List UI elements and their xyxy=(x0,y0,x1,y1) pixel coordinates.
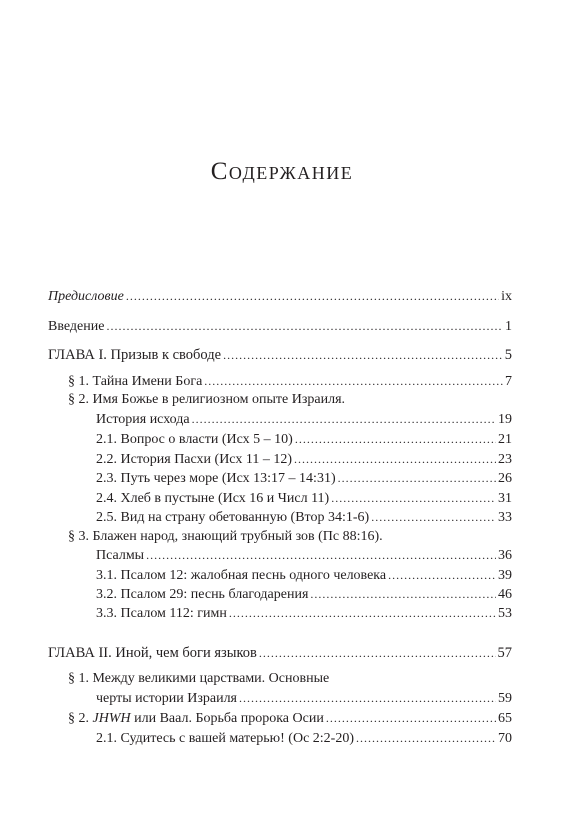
leader-dots xyxy=(326,709,496,727)
toc-label: 2.4. Хлеб в пустыне (Исх 16 и Числ 11) xyxy=(96,491,330,506)
leader-dots xyxy=(239,689,496,707)
toc-page-number: 5 xyxy=(504,347,512,363)
toc-label: 2.1. Вопрос о власти (Исх 5 – 10) xyxy=(96,432,293,447)
toc-label: 2.2. История Пасхи (Исх 11 – 12) xyxy=(96,452,292,467)
leader-dots xyxy=(146,546,496,564)
toc-entry-section-1-3-3[interactable] xyxy=(96,604,512,623)
leader-dots xyxy=(223,346,503,364)
toc-label: Предисловие xyxy=(48,289,124,304)
toc-page-number: 53 xyxy=(498,606,512,621)
toc-page-number: 33 xyxy=(498,510,512,525)
toc-entry-section-1-2-5[interactable] xyxy=(96,508,512,527)
toc-entry-preface[interactable] xyxy=(48,287,512,306)
toc-label: 2.5. Вид на страну обетованную (Втор 34:1-6) xyxy=(96,510,370,525)
toc-label: черты истории Израиля xyxy=(96,691,237,706)
toc-page-number: 23 xyxy=(498,452,512,467)
toc-page-number: 21 xyxy=(498,432,512,447)
toc-entry-section-1-2-line1[interactable]: § 2. Имя Божье в религиозном опыте Израиля. xyxy=(68,392,346,407)
leader-dots xyxy=(126,287,499,305)
leader-dots xyxy=(356,729,496,747)
toc-entry-section-2-2[interactable] xyxy=(68,709,512,728)
toc-entry-section-1-3-2[interactable] xyxy=(96,585,512,604)
toc-entry-section-1-2-1[interactable] xyxy=(96,430,512,449)
toc-entry-section-1-3[interactable] xyxy=(96,546,512,565)
toc-label-prefix: § 2. xyxy=(68,711,93,726)
leader-dots xyxy=(388,566,496,584)
toc-page-number: 39 xyxy=(498,568,512,583)
toc-entry-chapter-1[interactable] xyxy=(48,346,512,364)
toc-entry-section-1-3-1[interactable] xyxy=(96,566,512,585)
toc-page-number: ix xyxy=(501,289,512,304)
toc-entry-section-2-1[interactable] xyxy=(96,689,512,708)
toc-page-number: 57 xyxy=(497,645,512,661)
toc-label: Псалмы xyxy=(96,548,145,563)
toc-label: ГЛАВА II. Иной, чем боги языков xyxy=(48,645,257,661)
leader-dots xyxy=(106,317,503,335)
toc-entry-intro[interactable] xyxy=(48,317,512,336)
toc-page-number: 7 xyxy=(505,374,512,389)
toc-page-number: 70 xyxy=(498,731,512,746)
toc-entry-section-1-2-3[interactable] xyxy=(96,469,512,488)
leader-dots xyxy=(229,604,496,622)
toc-page-number: 19 xyxy=(498,412,512,427)
toc-entry-section-1-1[interactable] xyxy=(68,372,512,391)
toc-label: ГЛАВА I. Призыв к свободе xyxy=(48,347,222,363)
leader-dots xyxy=(295,430,496,448)
page-title: Содержание xyxy=(210,158,354,185)
toc-label-italic: JHWH xyxy=(92,711,131,726)
toc-page-number: 65 xyxy=(498,711,512,726)
toc-page-number: 46 xyxy=(498,587,512,602)
toc-entry-section-2-2-1[interactable] xyxy=(96,729,512,748)
toc-entry-section-1-2[interactable] xyxy=(96,410,512,429)
toc-label: § 1. Тайна Имени Бога xyxy=(68,374,203,389)
toc-page-number: 26 xyxy=(498,471,512,486)
toc-entry-section-1-2-2[interactable] xyxy=(96,450,512,469)
toc-entry-chapter-2[interactable] xyxy=(48,644,512,662)
leader-dots xyxy=(192,410,496,428)
toc-page-number: 1 xyxy=(505,319,512,334)
toc-entry-section-1-2-4[interactable] xyxy=(96,489,512,508)
toc-page-number: 36 xyxy=(498,548,512,563)
toc-entry-section-2-1-line1[interactable]: § 1. Между великими царствами. Основные xyxy=(68,671,330,686)
toc-label xyxy=(68,710,324,728)
leader-dots xyxy=(259,644,496,662)
toc-label: История исхода xyxy=(96,412,190,427)
toc-label-rest: или Ваал. Борьба пророка Осии xyxy=(130,711,324,726)
leader-dots xyxy=(310,585,496,603)
leader-dots xyxy=(294,450,496,468)
toc-label: 3.2. Псалом 29: песнь благодарения xyxy=(96,587,309,602)
leader-dots xyxy=(204,372,503,390)
toc-label: Введение xyxy=(48,319,105,334)
leader-dots xyxy=(371,508,496,526)
toc-label: 3.3. Псалом 112: гимн xyxy=(96,606,227,621)
toc-entry-section-1-3-line1[interactable]: § 3. Блажен народ, знающий трубный зов (Пс 88:16). xyxy=(68,529,383,544)
toc-label: 2.3. Путь через море (Исх 13:17 – 14:31) xyxy=(96,471,336,486)
toc-label: 2.1. Судитесь с вашей матерью! (Ос 2:2-20) xyxy=(96,731,354,746)
toc-page-number: 59 xyxy=(498,691,512,706)
toc-label: 3.1. Псалом 12: жалобная песнь одного человека xyxy=(96,568,387,583)
leader-dots xyxy=(338,469,496,487)
leader-dots xyxy=(331,489,496,507)
toc-page-number: 31 xyxy=(498,491,512,506)
